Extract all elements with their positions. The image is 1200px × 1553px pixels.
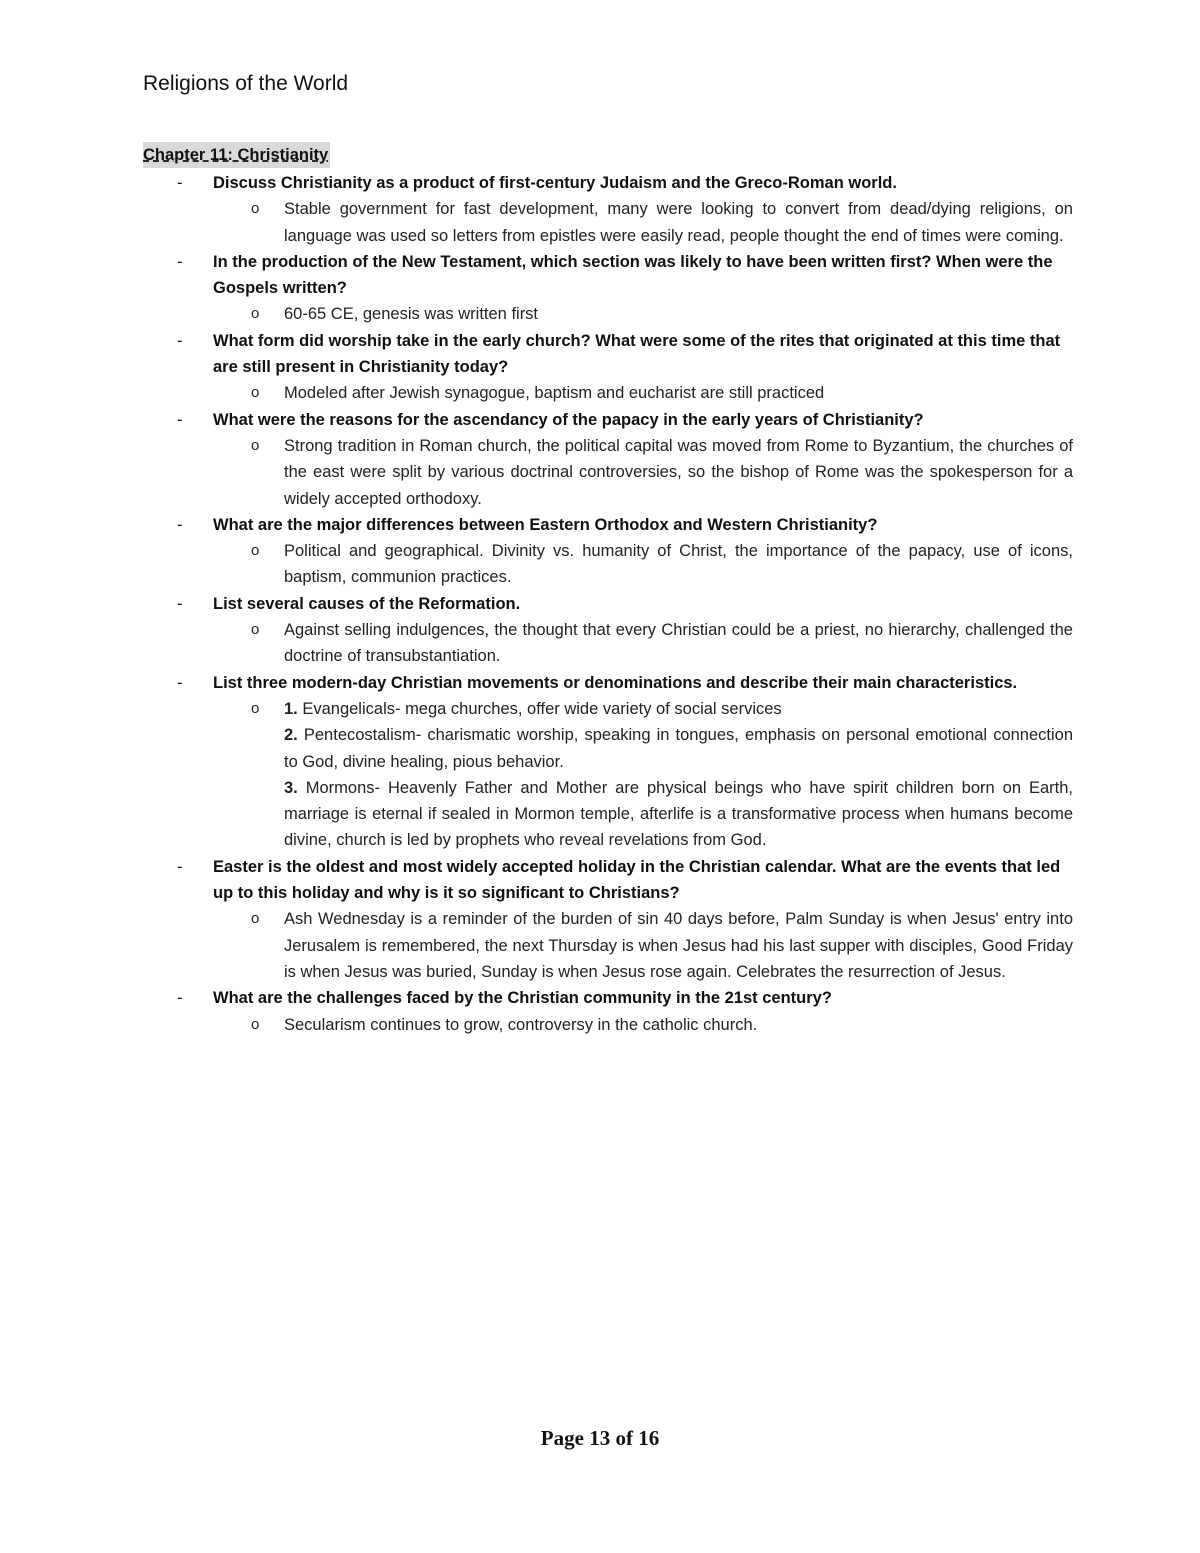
- dash-marker: -: [177, 252, 183, 271]
- answer-item: [143, 617, 1073, 670]
- answer-part: [284, 696, 1073, 722]
- answer-text: Secularism continues to grow, controversy in the catholic church.: [284, 1015, 758, 1034]
- answer-part-text: Mormons- Heavenly Father and Mother are physical beings who have spirit children born on Earth, marriage is eternal if sealed in Mormon temple, afterlife is a transformative process when humans become divine, church is led by prophets who reveal revelations from God.: [284, 778, 1073, 850]
- question-text: What form did worship take in the early church? What were some of the rites that originated at this time that are still present in Christianity today?: [213, 331, 1061, 377]
- bullet-marker: o: [251, 621, 260, 639]
- question-text: List three modern-day Christian movements or denominations and describe their main characteristics.: [213, 673, 1018, 692]
- dash-marker: -: [177, 989, 183, 1008]
- answer-part-number: 1.: [284, 699, 298, 718]
- answer-item: [143, 433, 1073, 512]
- dash-marker: -: [177, 331, 183, 350]
- answer-text: Ash Wednesday is a reminder of the burden of sin 40 days before, Palm Sunday is when Jesus' entry into Jerusalem is remembered, the next Thursday is when Jesus had his last supper with disciples, Good Friday is when Jesus was buried, Sunday is when Jesus rose again. Celebrates the resurrection of Jesus.: [284, 910, 1073, 981]
- document-header-title: Religions of the World: [143, 72, 349, 95]
- answer-item: [143, 301, 1073, 327]
- answer-item: [143, 196, 1073, 249]
- bullet-marker: o: [251, 384, 260, 402]
- answer-item: [143, 696, 1073, 854]
- question-text: List several causes of the Reformation.: [213, 594, 521, 613]
- question-item: [143, 591, 1073, 617]
- question-item: [143, 985, 1073, 1011]
- answer-item: [143, 538, 1073, 591]
- question-text: Discuss Christianity as a product of first-century Judaism and the Greco-Roman world.: [213, 174, 897, 192]
- answer-part-number: 3.: [284, 778, 298, 797]
- bullet-marker: o: [251, 1015, 260, 1033]
- question-text: What are the major differences between Eastern Orthodox and Western Christianity?: [213, 515, 878, 534]
- bullet-marker: o: [251, 699, 260, 717]
- answer-part-number: 2.: [284, 726, 298, 745]
- question-item: [143, 854, 1073, 907]
- question-item: [143, 670, 1073, 696]
- answer-item: [143, 906, 1073, 985]
- dash-marker: -: [177, 515, 183, 534]
- answer-text: Stable government for fast development, many were looking to convert from dead/dying religions, on language was used so letters from epistles were easily read, people thought the end of times were coming.: [284, 200, 1073, 245]
- question-text: In the production of the New Testament, which section was likely to have been written first? When were the Gospels written?: [213, 252, 1053, 298]
- answer-text: Strong tradition in Roman church, the political capital was moved from Rome to Byzantium, the churches of the east were split by various doctrinal controversies, so the bishop of Rome was the spokesperson for a widely accepted orthodoxy.: [284, 436, 1073, 508]
- answer-text: Political and geographical. Divinity vs. humanity of Christ, the importance of the papacy, use of icons, baptism, communion practices.: [284, 542, 1073, 587]
- question-text: What are the challenges faced by the Christian community in the 21st century?: [213, 989, 832, 1008]
- answer-part-text: Evangelicals- mega churches, offer wide variety of social services: [297, 699, 782, 718]
- bullet-marker: o: [251, 542, 260, 560]
- dash-marker: -: [177, 673, 183, 692]
- bullet-marker: o: [251, 910, 260, 928]
- question-text: Easter is the oldest and most widely accepted holiday in the Christian calendar. What are the events that led up to this holiday and why is it so significant to Christians?: [213, 857, 1061, 903]
- page-number-footer: Page 13 of 16: [540, 1426, 660, 1450]
- question-item: [143, 407, 1073, 433]
- answer-text: 60-65 CE, genesis was written first: [284, 305, 539, 324]
- bullet-marker: o: [251, 200, 260, 218]
- dash-marker: -: [177, 174, 183, 192]
- bullet-marker: o: [251, 305, 260, 323]
- question-item: [143, 512, 1073, 538]
- dash-marker: -: [177, 857, 183, 876]
- chapter-title: Chapter 11: Christianity: [143, 142, 330, 168]
- dash-marker: -: [177, 410, 183, 429]
- answer-item: [143, 1012, 1073, 1038]
- answer-part: [284, 722, 1073, 775]
- question-item: [143, 170, 1073, 196]
- answer-part-text: Pentecostalism- charismatic worship, speaking in tongues, emphasis on personal emotional connection to God, divine healing, pious behavior.: [284, 726, 1073, 771]
- answer-item: [143, 380, 1073, 406]
- answer-text: Modeled after Jewish synagogue, baptism and eucharist are still practiced: [284, 384, 825, 403]
- dash-marker: -: [177, 594, 183, 613]
- document-body: [143, 142, 1073, 1038]
- bullet-marker: o: [251, 436, 260, 454]
- question-item: [143, 328, 1073, 381]
- question-text: What were the reasons for the ascendancy of the papacy in the early years of Christianity?: [213, 410, 924, 429]
- question-item: [143, 249, 1073, 302]
- answer-part: [284, 775, 1073, 854]
- answer-text: Against selling indulgences, the thought that every Christian could be a priest, no hierarchy, challenged the doctrine of transubstantiation.: [284, 621, 1073, 666]
